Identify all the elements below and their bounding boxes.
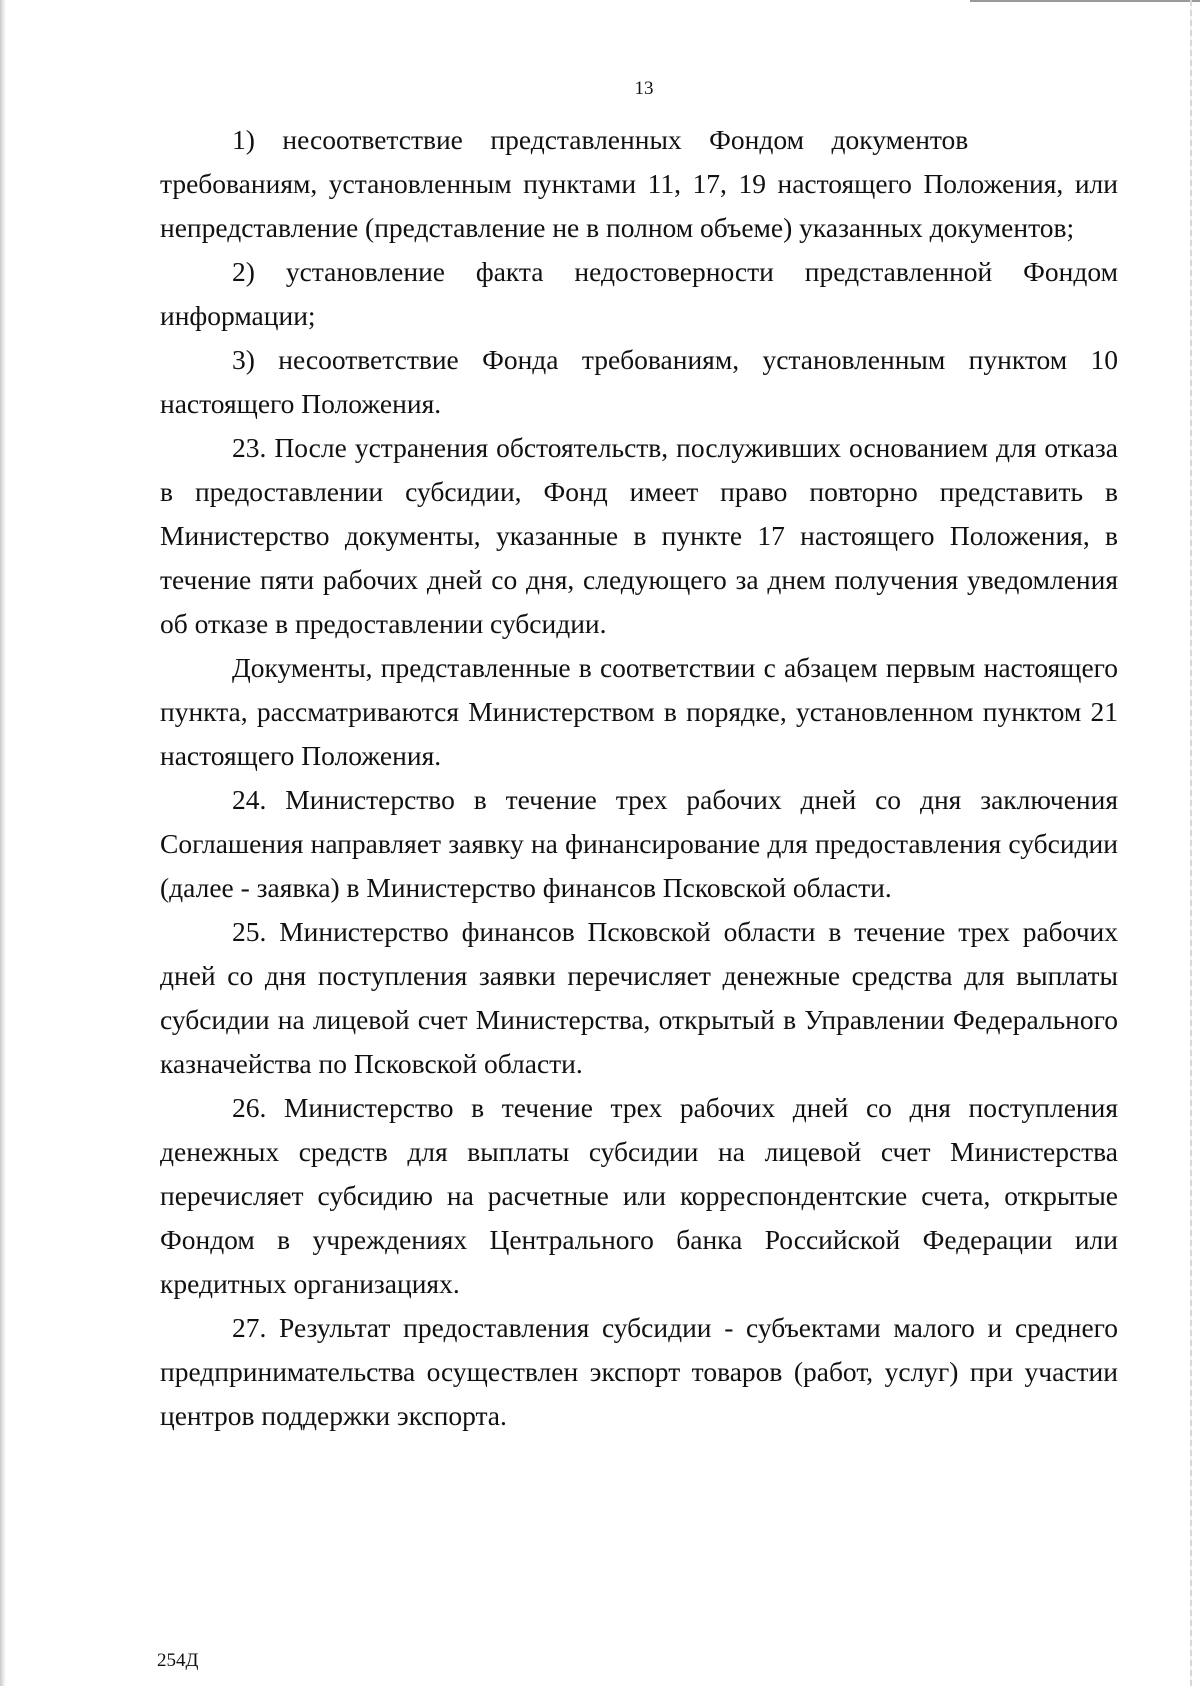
paragraph-item-1: 1) несоответствие представленных Фондом документов требованиям, установленным пунктами 11, 17, 19 настоящего Положения, или непредставление (представление не в полном объеме) указанных документов; [160, 124, 1118, 243]
paragraph-27: 27. Результат предоставления субсидии - субъектами малого и среднего предпринимательства осуществлен экспорт товаров (работ, услуг) при участии центров поддержки экспорта. [160, 1312, 1118, 1431]
page-number: 13 [634, 78, 654, 99]
paragraph-25: 25. Министерство финансов Псковской области в течение трех рабочих дней со дня поступления заявки перечисляет денежные средства для выплаты субсидии на лицевой счет Министерства, открытый в Управлении Федерального казначейства по Псковской области. [160, 916, 1118, 1079]
paragraph-23-second: Документы, представленные в соответствии с абзацем первым настоящего пункта, рассматриваются Министерством в порядке, установленном пунктом 21 настоящего Положения. [160, 652, 1118, 771]
paragraph-item-3: 3) несоответствие Фонда требованиям, установленным пунктом 10 настоящего Положения. [160, 344, 1118, 419]
paragraph-23: 23. После устранения обстоятельств, послуживших основанием для отказа в предоставлении субсидии, Фонд имеет право повторно представить в Министерство документы, указанные в пункте 17 настоящего Положения, в течение пяти рабочих дней со дня, следующего за днем получения уведомления об отказе в предоставлении субсидии. [160, 432, 1118, 639]
document-body [160, 118, 1118, 1438]
scan-edge-top [970, 0, 1200, 2]
paragraph-26: 26. Министерство в течение трех рабочих дней со дня поступления денежных средств для выплаты субсидии на лицевой счет Министерства перечисляет субсидию на расчетные или корреспондентские счета, открытые Фондом в учреждениях Центрального банка Российской Федерации или кредитных организациях. [160, 1092, 1118, 1299]
paragraph-item-2: 2) установление факта недостоверности представленной Фондом информации; [160, 256, 1118, 331]
scan-edge-left [0, 0, 6, 1686]
document-code: 254Д [157, 1650, 199, 1671]
scan-edge-right [1190, 0, 1192, 1686]
paragraph-24: 24. Министерство в течение трех рабочих дней со дня заключения Соглашения направляет заявку на финансирование для предоставления субсидии (далее - заявка) в Министерство финансов Псковской области. [160, 784, 1118, 903]
